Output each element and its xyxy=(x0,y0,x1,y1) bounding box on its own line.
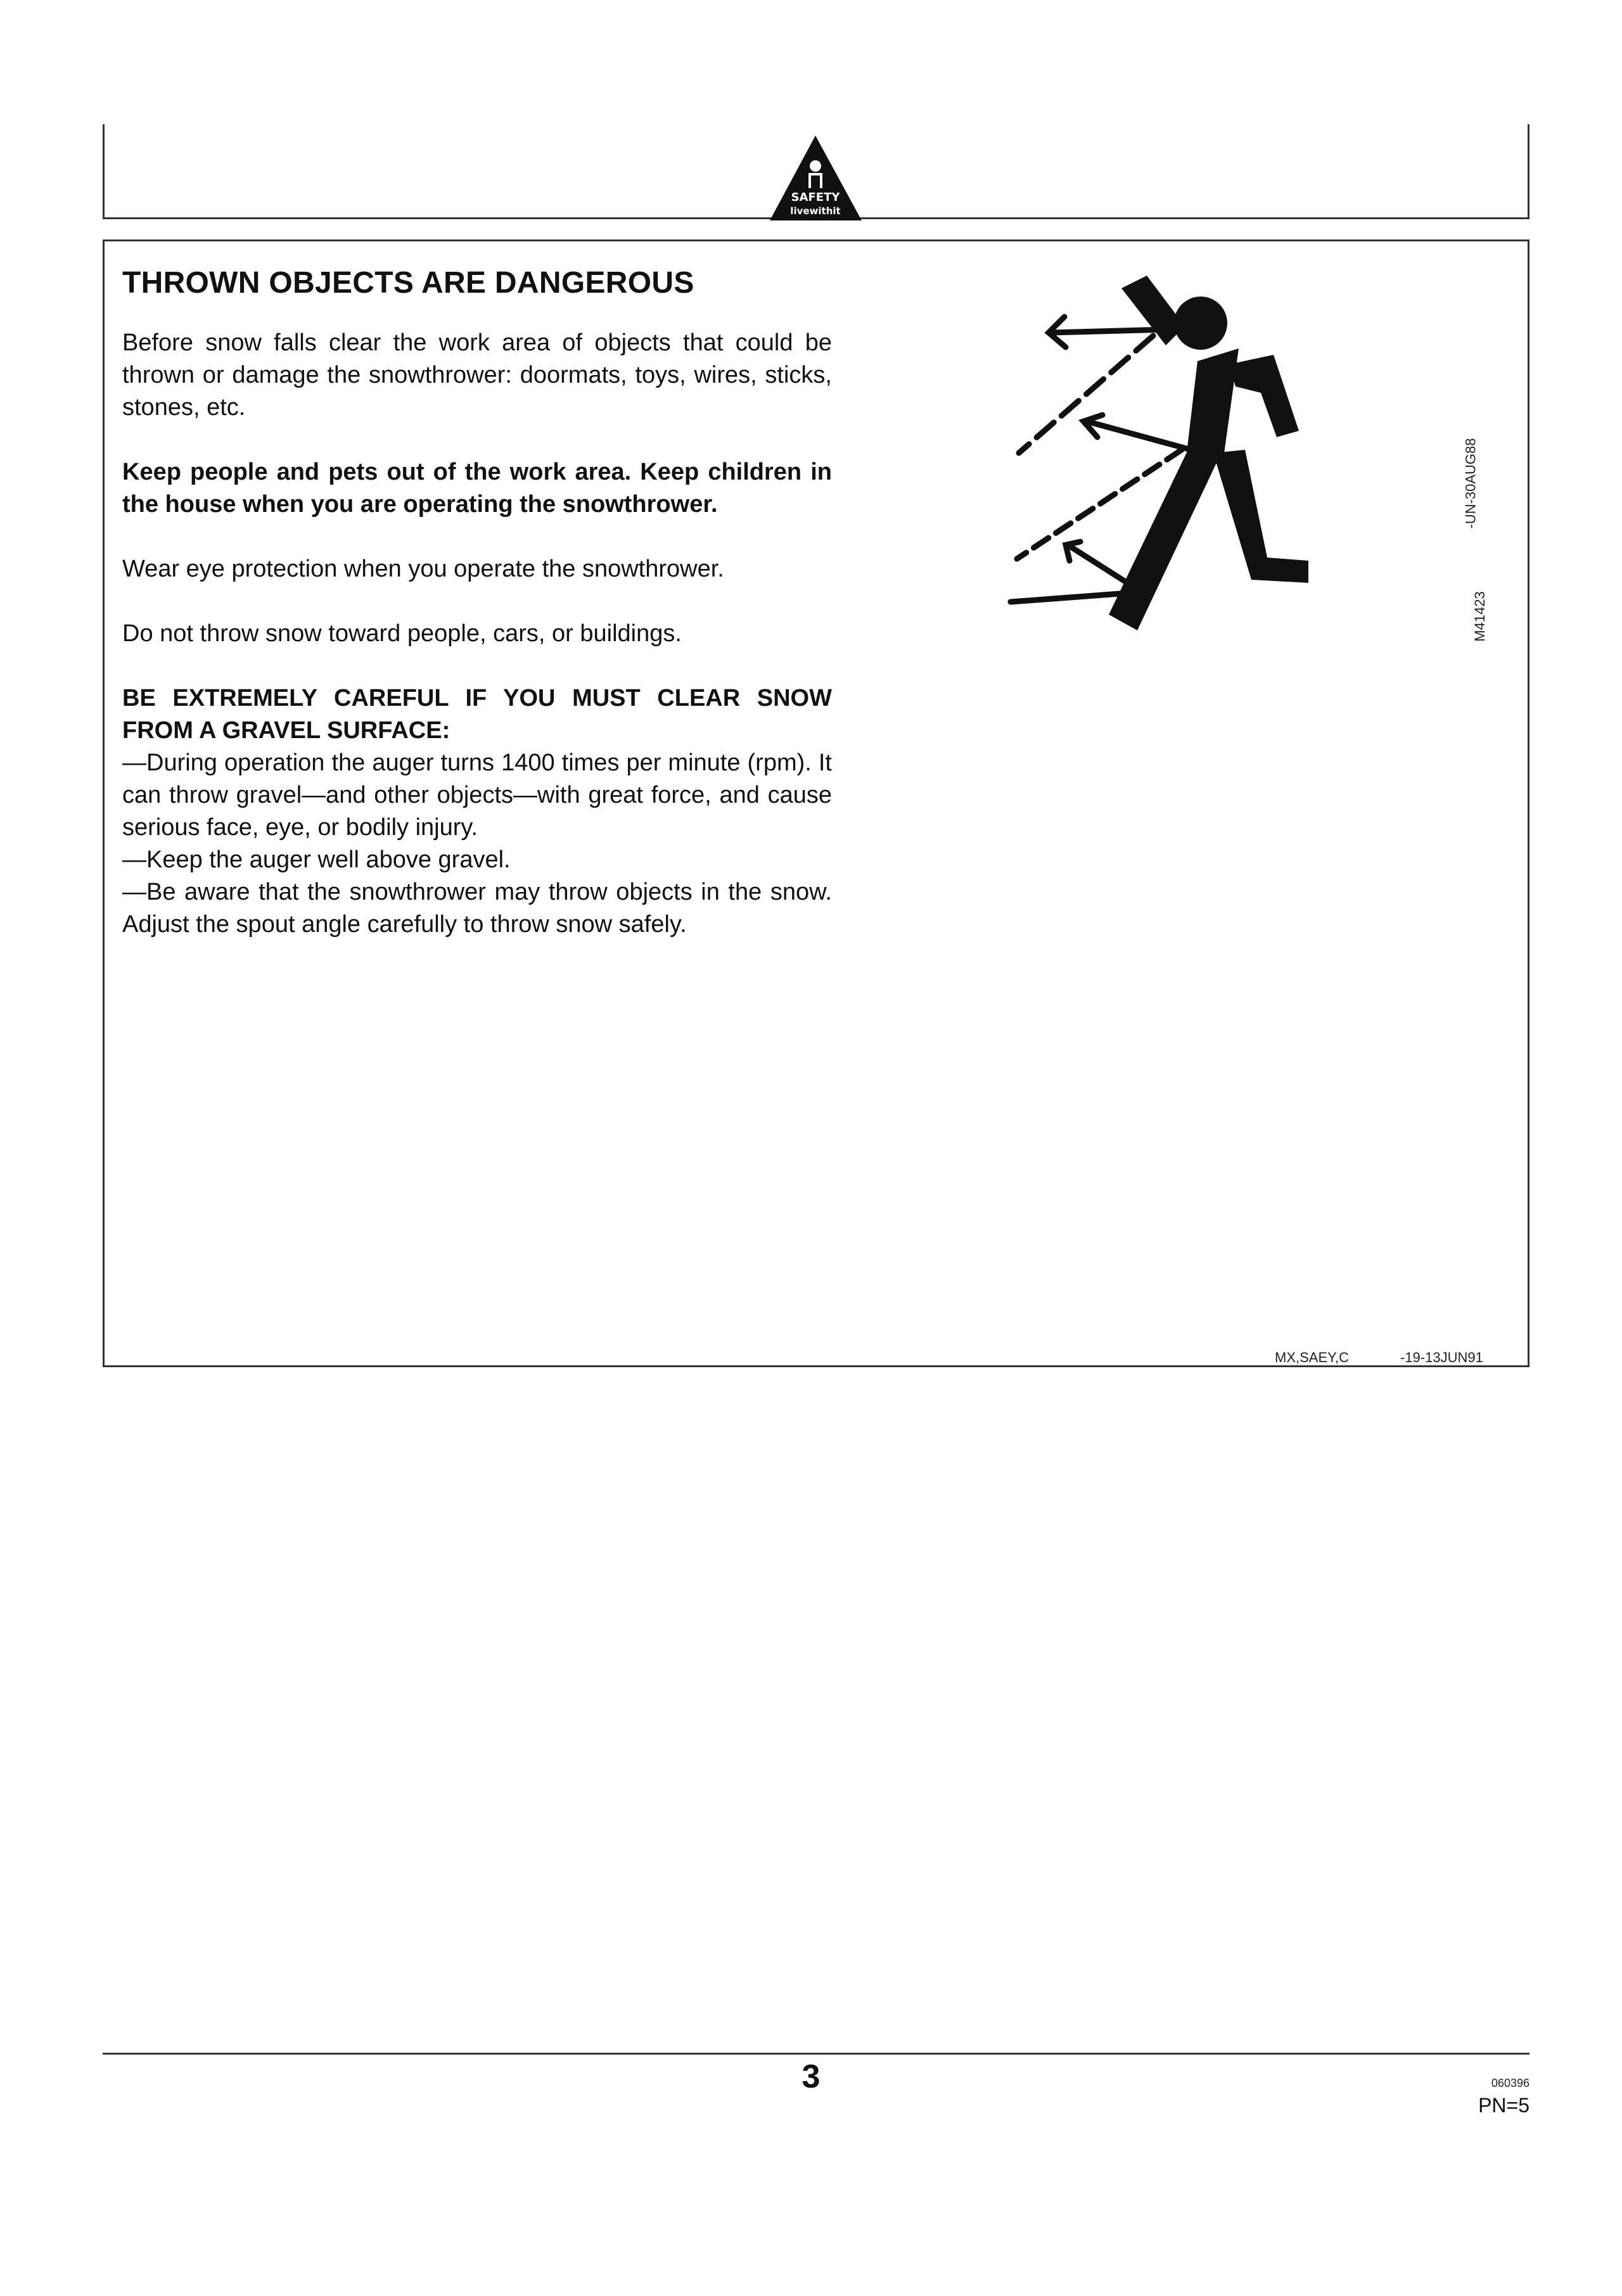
svg-text:SAFETY: SAFETY xyxy=(791,191,840,204)
paragraph-keep-people-out: Keep people and pets out of the work area. Keep children in the house when you are operating the snowthrower. xyxy=(122,458,832,518)
safety-alert-icon xyxy=(767,133,865,222)
section-code: MX,SAEY,C xyxy=(1275,1349,1349,1365)
pn-code: PN=5 xyxy=(1478,2094,1529,2117)
figure-code-2: -UN-30AUG88 xyxy=(1462,438,1479,529)
figure-code-1: M41423 xyxy=(1471,591,1488,642)
warning-heading: BE EXTREMELY CAREFUL IF YOU MUST CLEAR SNOW FROM A GRAVEL SURFACE: xyxy=(122,684,832,744)
section-title: THROWN OBJECTS ARE DANGEROUS xyxy=(122,266,694,300)
svg-text:livewithit: livewithit xyxy=(790,205,841,217)
paragraph-throw-direction: Do not throw snow toward people, cars, or buildings. xyxy=(122,620,682,647)
safety-text-column xyxy=(122,265,832,941)
paragraph-eye-protection: Wear eye protection when you operate the snowthrower. xyxy=(122,555,724,582)
section-date-code: -19-13JUN91 xyxy=(1400,1349,1483,1365)
warning-item: —Keep the auger well above gravel. xyxy=(122,846,511,873)
paragraph-clear-area: Before snow falls clear the work area of objects that could be thrown or damage the snowthrower: doormats, toys, wires, sticks, stones, etc. xyxy=(122,329,832,421)
warning-item: —During operation the auger turns 1400 times per minute (rpm). It can throw gravel—and other objects—with great force, and cause serious face, eye, or bodily injury. xyxy=(122,749,832,841)
document-code: 060396 xyxy=(1491,2077,1529,2089)
thrown-objects-figure xyxy=(995,260,1388,640)
footer-divider xyxy=(103,2053,1529,2055)
page-number: 3 xyxy=(801,2058,821,2095)
warning-item: —Be aware that the snowthrower may throw objects in the snow. Adjust the spout angle carefully to throw snow safely. xyxy=(122,878,832,938)
